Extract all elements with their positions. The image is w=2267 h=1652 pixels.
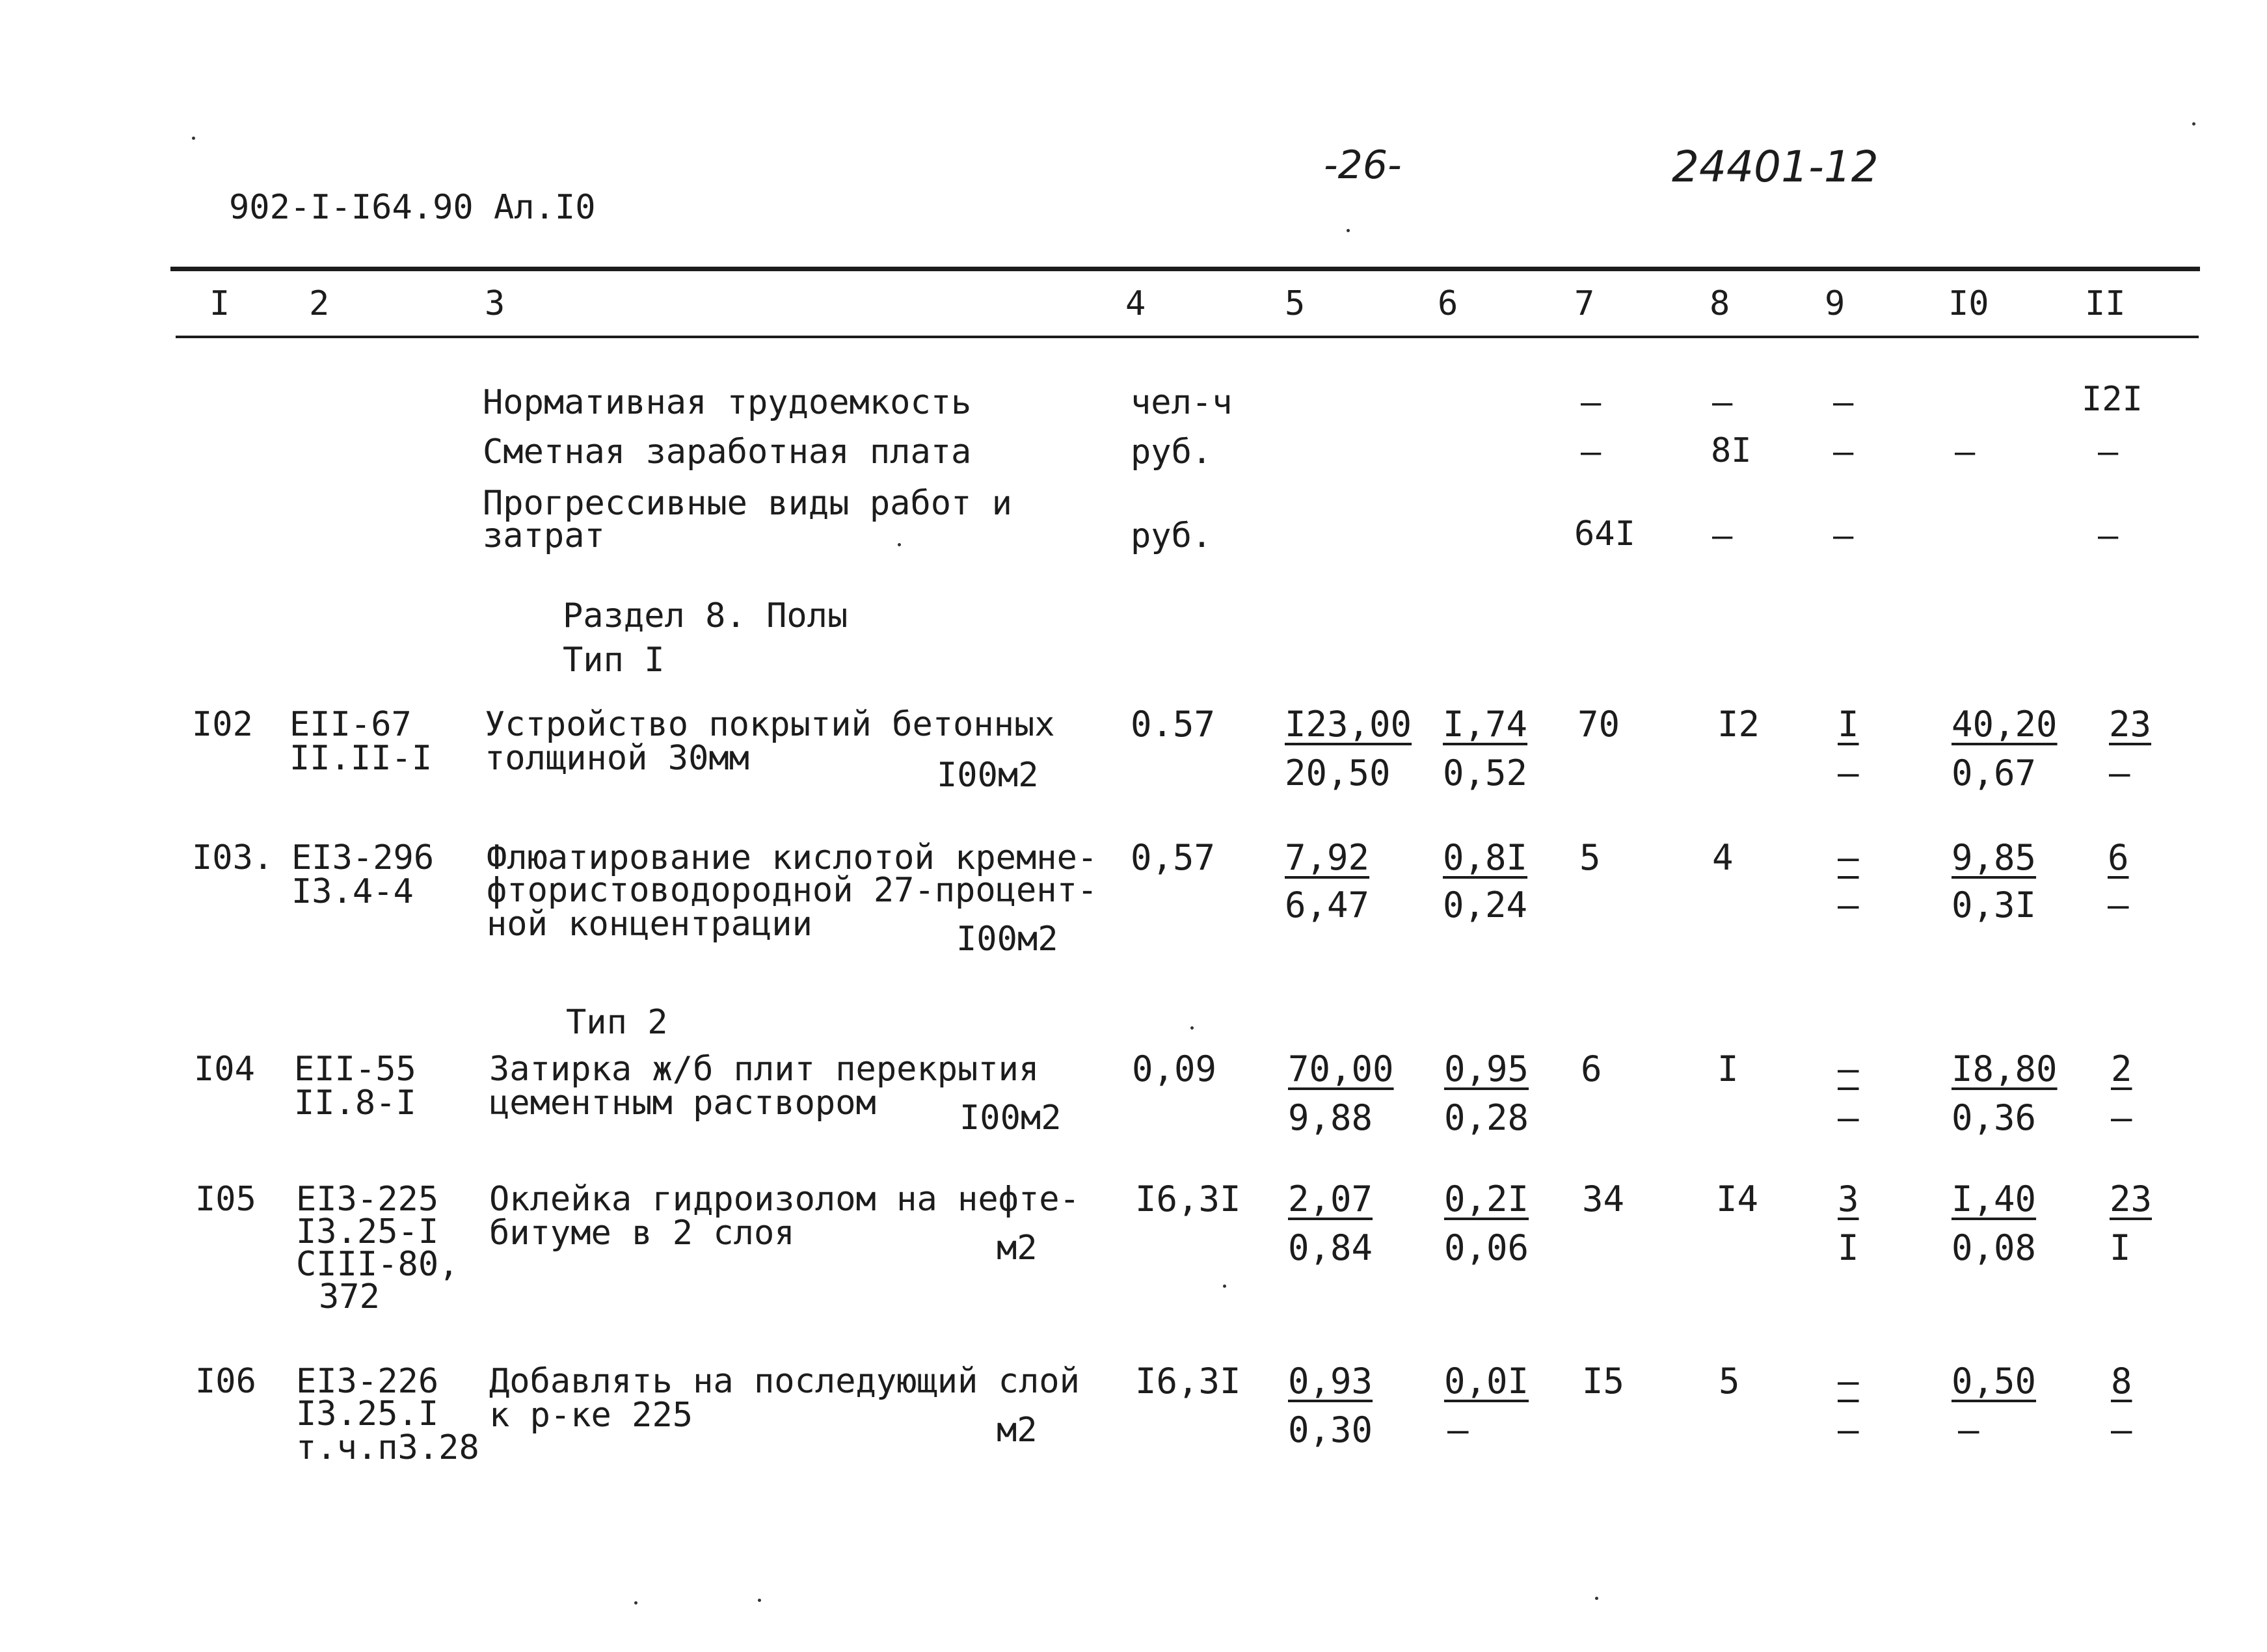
summary-labor-c9: – [1833, 383, 1854, 422]
col-header-2: 2 [309, 284, 330, 323]
row-desc-line1: Добавлять на последующий слой [489, 1362, 1080, 1401]
summary-wage-c11: – [2098, 433, 2119, 472]
scan-speck [634, 1601, 637, 1605]
row-desc-line1: Оклейка гидроизолом на нефте- [489, 1180, 1080, 1219]
row-c10-bottom: 0,08 [1952, 1227, 2037, 1268]
scan-speck [1595, 1597, 1598, 1600]
row-c7: 70 [1577, 704, 1620, 745]
row-c9-bottom: – [1838, 1409, 1859, 1450]
row-c6-top: 0,2I [1444, 1179, 1529, 1219]
row-c10-top: I8,80 [1952, 1048, 2058, 1089]
col-header-6: 6 [1438, 284, 1458, 323]
row-c8: I4 [1716, 1179, 1759, 1219]
row-code-line1: ЕII-67 [289, 705, 412, 744]
summary-wage-c7: – [1581, 433, 1602, 472]
row-number: I04 [194, 1050, 255, 1089]
row-c5-top: 70,00 [1288, 1048, 1394, 1089]
row-c8: 4 [1712, 837, 1734, 878]
row-unit: I00м2 [937, 756, 1039, 795]
col-header-7: 7 [1574, 284, 1595, 323]
row-unit: м2 [997, 1411, 1038, 1450]
col-header-9: 9 [1825, 284, 1845, 323]
row-code-line4: 372 [319, 1277, 380, 1316]
row-c4: 0.57 [1131, 704, 1216, 745]
row-c5-top: 7,92 [1285, 837, 1370, 878]
row-c9-bottom: – [1838, 1097, 1859, 1138]
summary-wage-c10: – [1955, 433, 1976, 472]
row-c11-top: 6 [2108, 837, 2129, 878]
summary-progressive-label-line1: Прогрессивные виды работ и [483, 484, 1012, 523]
row-c10-bottom: 0,67 [1952, 753, 2037, 793]
row-code-line1: ЕII-55 [294, 1050, 416, 1089]
col-header-10: I0 [1948, 284, 1989, 323]
row-c8: I [1717, 1048, 1739, 1089]
summary-wage-c9: – [1833, 433, 1854, 472]
summary-progressive-c11: – [2098, 516, 2119, 555]
summary-labor-unit: чел-ч [1131, 383, 1233, 422]
row-c5-bottom: 0,84 [1288, 1227, 1373, 1268]
summary-progressive-c7: 64I [1574, 514, 1635, 553]
col-header-1: I [209, 284, 230, 323]
col-header-4: 4 [1125, 284, 1146, 323]
row-c11-bottom: – [2111, 1097, 2132, 1138]
row-c5-bottom: 9,88 [1288, 1097, 1373, 1138]
row-desc-line1: Флюатирование кислотой кремне- [487, 838, 1098, 877]
row-c7: 34 [1582, 1179, 1625, 1219]
row-c6-bottom: 0,52 [1443, 753, 1528, 793]
row-c9-bottom: – [1838, 753, 1859, 793]
row-c10-top: 0,50 [1952, 1361, 2037, 1402]
row-number: I03. [192, 838, 274, 877]
row-c8: 5 [1719, 1361, 1740, 1402]
col-header-11: II [2085, 284, 2126, 323]
row-c10-top: I,40 [1952, 1179, 2037, 1219]
row-c4: I6,3I [1135, 1361, 1241, 1402]
row-c6-top: 0,0I [1444, 1361, 1529, 1402]
row-c10-bottom: 0,36 [1952, 1097, 2037, 1138]
row-c10-top: 9,85 [1952, 837, 2037, 878]
row-c7: I5 [1582, 1361, 1625, 1402]
header-rule [176, 336, 2199, 338]
page-number: -26- [1324, 142, 1402, 188]
row-code-line2: II.8-I [294, 1084, 416, 1123]
row-unit: м2 [997, 1229, 1038, 1268]
top-rule [170, 267, 2200, 271]
section-title: Раздел 8. Полы [563, 596, 848, 635]
scan-speck [898, 543, 901, 546]
col-header-8: 8 [1710, 284, 1730, 323]
row-c5-bottom: 0,30 [1288, 1409, 1373, 1450]
col-header-5: 5 [1285, 284, 1306, 323]
row-c11-top: 23 [2110, 1179, 2153, 1219]
summary-progressive-c8: – [1712, 516, 1733, 555]
row-c10-bottom: – [1958, 1409, 1979, 1450]
summary-labor-label: Нормативная трудоемкость [483, 383, 972, 422]
scan-speck [1223, 1285, 1226, 1288]
row-code-line1: ЕI3-226 [296, 1362, 439, 1401]
summary-labor-c11: I2I [2082, 380, 2143, 419]
scan-speck [758, 1599, 761, 1602]
row-c5-top: 2,07 [1288, 1179, 1373, 1219]
document-code: 902-I-I64.90 Ал.I0 [229, 188, 596, 227]
row-desc-line2: к р-ке 225 [489, 1396, 693, 1435]
row-code-line2: I3.25.I [296, 1394, 439, 1433]
row-c6-top: 0,8I [1443, 837, 1528, 878]
row-c5-top: 0,93 [1288, 1361, 1373, 1402]
type-heading-1: Тип I [563, 641, 665, 680]
summary-labor-c7: – [1581, 383, 1602, 422]
row-c4: 0,57 [1131, 837, 1216, 878]
row-desc-line2: цементным раствором [489, 1084, 876, 1123]
scan-speck [192, 137, 195, 140]
row-number: I05 [195, 1180, 256, 1219]
row-c9-top: – [1838, 1361, 1859, 1402]
row-c5-top: I23,00 [1285, 704, 1412, 745]
row-c5-bottom: 20,50 [1285, 753, 1391, 793]
row-desc-line2: битуме в 2 слоя [489, 1214, 795, 1253]
row-c6-top: I,74 [1443, 704, 1528, 745]
row-c7: 6 [1581, 1048, 1602, 1089]
row-c11-bottom: – [2108, 885, 2129, 926]
row-code-line2: I3.25-I [296, 1212, 439, 1251]
row-desc-line3: ной концентрации [487, 905, 812, 944]
summary-wage-c8: 8I [1711, 431, 1752, 470]
row-c4: 0,09 [1132, 1048, 1217, 1089]
row-c6-bottom: – [1447, 1409, 1469, 1450]
row-c11-bottom: I [2110, 1227, 2131, 1268]
row-c6-top: 0,95 [1444, 1048, 1529, 1089]
type-heading-2: Тип 2 [566, 1003, 668, 1042]
summary-progressive-c9: – [1833, 516, 1854, 555]
row-c10-bottom: 0,3I [1952, 885, 2037, 926]
row-c6-bottom: 0,28 [1444, 1097, 1529, 1138]
scan-speck [2192, 122, 2195, 126]
row-c9-bottom: I [1838, 1227, 1859, 1268]
row-unit: I00м2 [959, 1099, 1062, 1138]
row-unit: I00м2 [956, 920, 1058, 959]
row-c11-bottom: – [2111, 1409, 2132, 1450]
row-c9-top: 3 [1838, 1179, 1859, 1219]
row-c11-bottom: – [2109, 753, 2130, 793]
scan-speck [1347, 229, 1350, 232]
row-c5-bottom: 6,47 [1285, 885, 1370, 926]
summary-progressive-unit: руб. [1131, 516, 1213, 555]
summary-wage-label: Сметная заработная плата [483, 433, 972, 472]
row-c7: 5 [1579, 837, 1601, 878]
row-c9-top: – [1838, 1048, 1859, 1089]
row-c9-bottom: – [1838, 885, 1859, 926]
row-c6-bottom: 0,24 [1443, 885, 1528, 926]
row-c10-top: 40,20 [1952, 704, 2058, 745]
row-desc-line1: Затирка ж/б плит перекрытия [489, 1050, 1040, 1089]
row-desc-line2: фтористоводородной 27-процент- [487, 871, 1098, 910]
row-c8: I2 [1717, 704, 1760, 745]
row-code-line1: ЕI3-225 [296, 1180, 439, 1219]
row-code-line3: т.ч.п3.28 [296, 1428, 479, 1467]
row-c11-top: 8 [2111, 1361, 2132, 1402]
row-code-line1: ЕI3-296 [291, 838, 435, 877]
summary-progressive-label-line2: затрат [483, 516, 605, 555]
row-desc-line2: толщиной 30мм [485, 739, 749, 778]
row-c9-top: – [1838, 837, 1859, 878]
row-code-line2: I3.4-4 [291, 872, 414, 911]
row-c11-top: 2 [2111, 1048, 2132, 1089]
row-desc-line1: Устройство покрытий бетонных [485, 705, 1055, 744]
summary-wage-unit: руб. [1131, 433, 1213, 472]
row-c9-top: I [1838, 704, 1859, 745]
summary-labor-c8: – [1712, 383, 1733, 422]
row-c6-bottom: 0,06 [1444, 1227, 1529, 1268]
row-c4: I6,3I [1135, 1179, 1241, 1219]
col-header-3: 3 [485, 284, 505, 323]
row-c11-top: 23 [2109, 704, 2152, 745]
row-code-line2: II.II-I [289, 739, 433, 778]
row-number: I02 [192, 705, 253, 744]
scan-speck [1190, 1026, 1194, 1030]
row-number: I06 [195, 1362, 256, 1401]
inventory-number: 24401-12 [1672, 142, 1879, 192]
row-code-line3: СIII-80, [296, 1245, 459, 1284]
